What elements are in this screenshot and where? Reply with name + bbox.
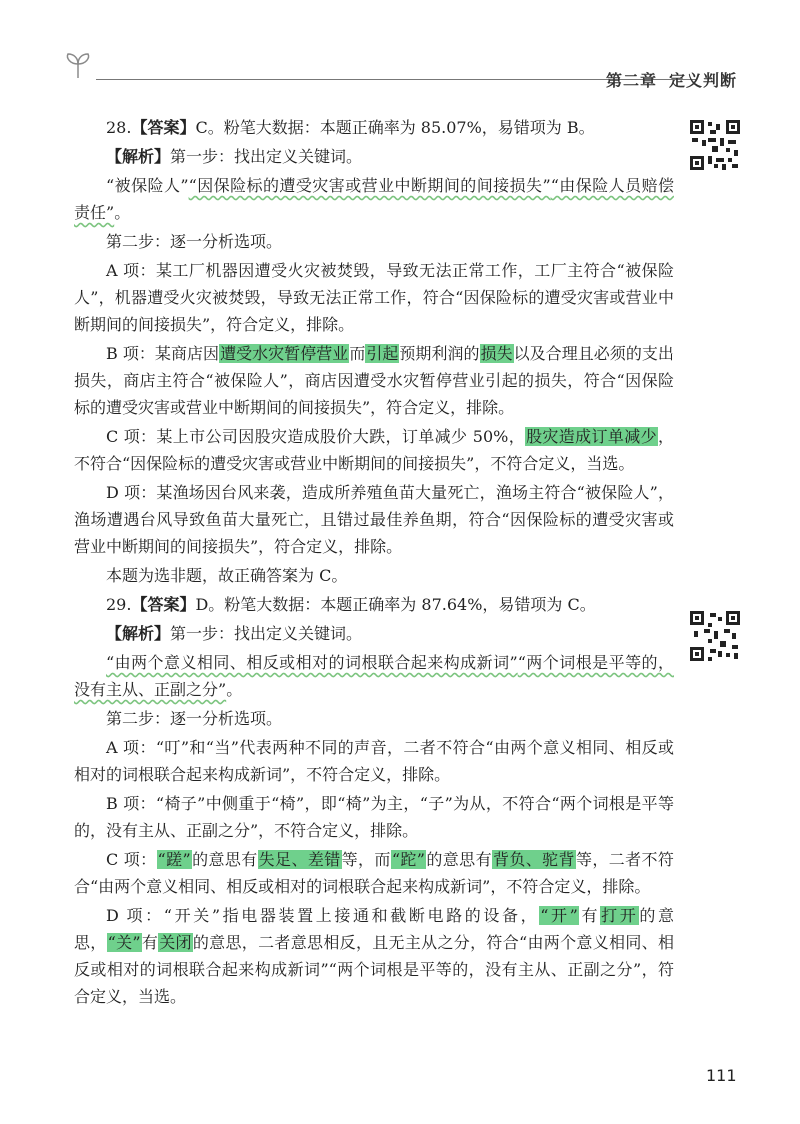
q29-option-d-highlight: 打开	[601, 906, 639, 925]
q29-analysis-label: 【解析】	[106, 624, 171, 643]
q28-option-b-highlight: 损失	[480, 344, 513, 363]
q29-option-c-highlight: “蹉”	[157, 850, 191, 869]
q29-step1: 第一步：找出定义关键词。	[170, 624, 363, 643]
qr-code-icon[interactable]	[688, 609, 742, 663]
chapter-title	[606, 68, 737, 91]
q29-step2: 第二步：逐一分析选项。	[106, 709, 283, 728]
q28-option-c-text: C 项：某上市公司因股灾造成股价大跌，订单减少 50%，	[106, 427, 526, 446]
chapter-label: 第二章	[606, 71, 658, 90]
q29-option-d-highlight: “关”	[107, 933, 141, 952]
q28-answer-line	[74, 114, 674, 141]
q28-option-b-text: 以及合理且必须的支出损失，商店主符合“被保险人”，商店因遭受水灾暂停营业引起的损失，符合“因保险标的遭受灾害或营业中断期间的间接损失”，符合定义，排除。	[74, 344, 674, 417]
q29-option-c-text: 等，而	[341, 850, 391, 869]
q28-conclusion: 本题为选非题，故正确答案为 C。	[106, 566, 348, 585]
q28-number: 28.	[106, 118, 132, 137]
q28-option-c-text: ，不符合“因保险标的遭受灾害或营业中断期间的间接损失”，不符合定义，当选。	[74, 427, 674, 473]
q29-keywords	[74, 649, 674, 703]
q29-option-c-highlight: 失足、差错	[258, 850, 341, 869]
q29-option-d	[74, 902, 674, 1010]
q28-option-b-text: 预期利润的	[399, 344, 480, 363]
q29-number: 29.	[106, 595, 132, 614]
q29-option-c	[74, 846, 674, 900]
q29-option-a: A 项：“叮”和“当”代表两种不同的声音，二者不符合“由两个意义相同、相反或相对的词根联合起来构成新词”，不符合定义，排除。	[74, 738, 674, 784]
q29-option-c-text: 的意思有	[425, 850, 492, 869]
q28-keyword-2: “因保险标的遭受灾害或营业中断期间的间接损失”	[188, 176, 551, 195]
q29-option-c-text: 等，二者不符合“由两个意义相同、相反或相对的词根联合起来构成新词”，不符合定义，排除。	[74, 850, 674, 896]
q29-option-d-text: 的意思，	[74, 906, 674, 952]
q28-option-c-highlight: 股灾造成订单减少	[526, 427, 657, 446]
q28-option-a: A 项：某工厂机器因遭受火灾被焚毁，导致无法正常工作，工厂主符合“被保险人”，机器遭受火灾被焚毁，导致无法正常工作，符合“因保险标的遭受灾害或营业中断期间的间接损失”，符合定义，排除。	[74, 261, 674, 334]
q28-step1: 第一步：找出定义关键词。	[170, 147, 363, 166]
page-number: 111	[706, 1066, 737, 1085]
q28-option-c	[74, 423, 674, 477]
q28-option-b	[74, 340, 674, 421]
q28-option-d: D 项：某渔场因台风来袭，造成所养殖鱼苗大量死亡，渔场主符合“被保险人”，渔场遭遇台风导致鱼苗大量死亡，且错过最佳养鱼期，符合“因保险标的遭受灾害或营业中断期间的间接损失”，符合定义，排除。	[74, 483, 674, 556]
q28-answer-label: 【答案】	[131, 118, 196, 137]
q29-option-b: B 项：“椅子”中侧重于“椅”，即“椅”为主，“子”为从，不符合“两个词根是平等的，没有主从、正副之分”，不符合定义，排除。	[74, 794, 674, 840]
q28-analysis-label: 【解析】	[106, 147, 171, 166]
q28-option-b-highlight: 遭受水灾暂停营业	[220, 344, 349, 363]
q28-keyword-end: 。	[114, 203, 131, 222]
q28-step2: 第二步：逐一分析选项。	[106, 232, 283, 251]
q28-analysis-line	[74, 143, 674, 170]
answer-content	[74, 114, 674, 1012]
q28-option-b-text: 而	[349, 344, 366, 363]
qr-code-icon[interactable]	[688, 118, 742, 172]
section-label: 定义判断	[669, 71, 738, 90]
q28-keywords	[74, 172, 674, 226]
q28-option-b-text: B 项：某商店因	[106, 344, 220, 363]
q29-option-d-highlight: 关闭	[159, 933, 192, 952]
q29-answer-label: 【答案】	[131, 595, 196, 614]
q29-answer-line	[74, 591, 674, 618]
q29-option-d-text: 的意思，二者意思相反，且无主从之分，符合“由两个意义相同、相反或相对的词根联合起来构成新词”“两个词根是平等的，没有主从、正副之分”，符合定义，当选。	[74, 933, 674, 1006]
q29-answer-text: D。粉笔大数据：本题正确率为 87.64%，易错项为 C。	[195, 595, 596, 614]
q28-option-b-highlight: 引起	[366, 344, 399, 363]
q29-option-d-text: D 项：“开关”指电器装置上接通和截断电路的设备，	[106, 906, 540, 925]
q29-option-d-highlight: “开”	[540, 906, 578, 925]
q29-keyword-end: 。	[226, 680, 243, 699]
q29-keyword-1: “由两个意义相同、相反或相对的词根联合起来构成新词”	[106, 653, 518, 672]
page-header	[0, 0, 800, 110]
q29-option-c-text: 的意思有	[191, 850, 258, 869]
q29-option-c-highlight: 背负、驼背	[492, 850, 575, 869]
q28-keyword-3: “由保险人员赔偿责任”	[74, 176, 674, 222]
q28-answer-text: C。粉笔大数据：本题正确率为 85.07%，易错项为 B。	[195, 118, 595, 137]
q29-option-d-text: 有	[578, 906, 601, 925]
q29-analysis-line	[74, 620, 674, 647]
sprout-icon	[60, 48, 96, 80]
q29-option-c-text: C 项：	[106, 850, 157, 869]
q28-keyword-1: “被保险人”	[106, 176, 189, 195]
q29-keyword-2: “两个词根是平等的，没有主从、正副之分”	[74, 653, 674, 699]
q29-option-c-highlight: “跎”	[391, 850, 425, 869]
q29-option-d-text: 有	[141, 933, 159, 952]
